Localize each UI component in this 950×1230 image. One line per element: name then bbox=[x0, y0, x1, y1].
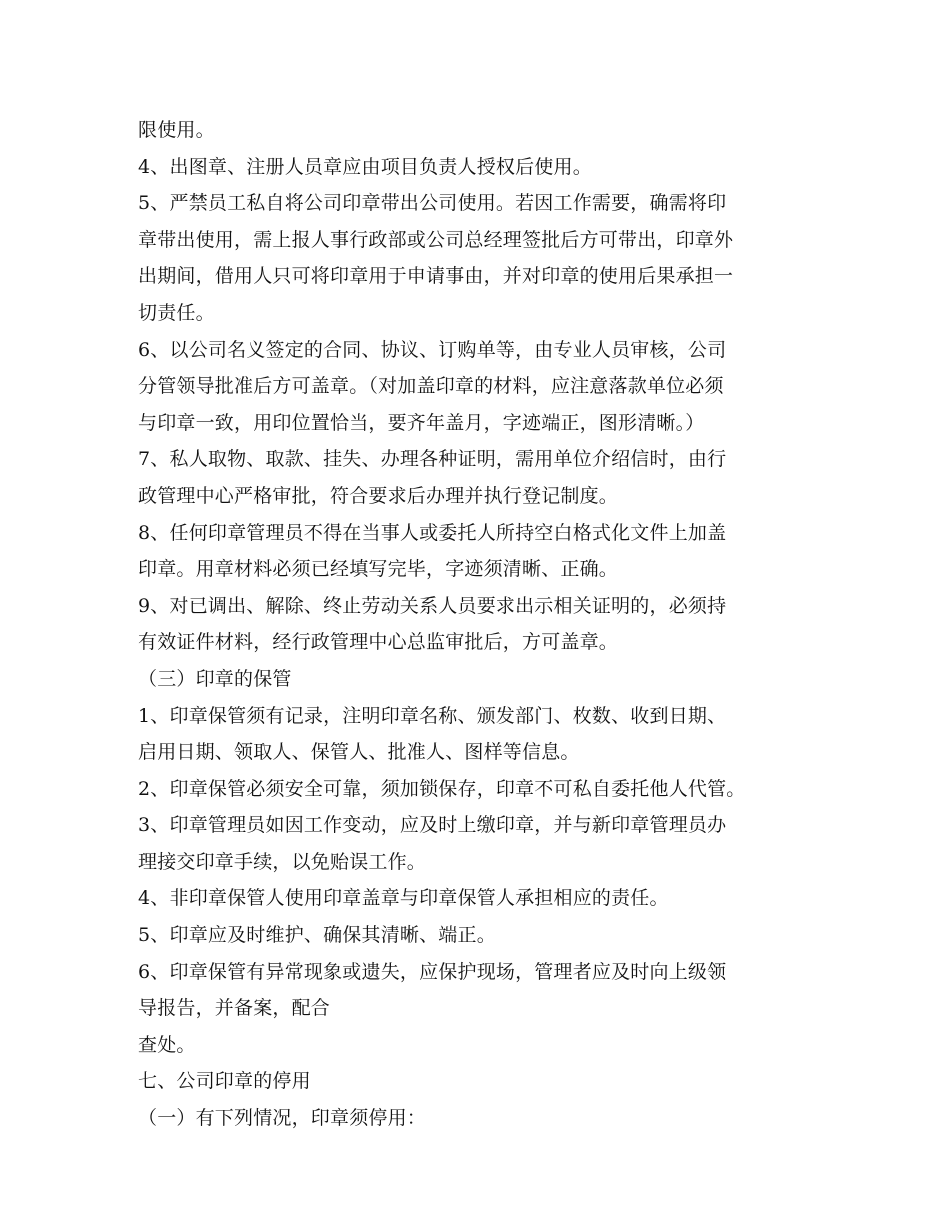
text-line: 限使用。 bbox=[138, 119, 215, 141]
text-line: 印章。用章材料必须已经填写完毕，字迹须清晰、正确。 bbox=[138, 558, 619, 581]
text-line: 有效证件材料，经行政管理中心总监审批后，方可盖章。 bbox=[138, 631, 619, 654]
section-heading: （三）印章的保管 bbox=[138, 667, 292, 690]
text-line: 查处。 bbox=[138, 1033, 196, 1056]
text-line: 4、出图章、注册人员章应由项目负责人授权后使用。 bbox=[138, 155, 592, 178]
text-line: 与印章一致，用印位置恰当，要齐年盖月，字迹端正，图形清晰。） bbox=[138, 411, 705, 434]
text-line: 9、对已调出、解除、终止劳动关系人员要求出示相关证明的，必须持 bbox=[138, 594, 727, 617]
text-line: 切责任。 bbox=[138, 301, 215, 324]
text-line: 2、印章保管必须安全可靠，须加锁保存，印章不可私自委托他人代管。 bbox=[138, 777, 746, 800]
text-line: 导报告，并备案，配合 bbox=[138, 997, 331, 1020]
text-line: 启用日期、领取人、保管人、批准人、图样等信息。 bbox=[138, 741, 580, 764]
text-line: 8、任何印章管理员不得在当事人或委托人所持空白格式化文件上加盖 bbox=[138, 521, 727, 544]
text-line: 章带出使用，需上报人事行政部或公司总经理签批后方可带出，印章外 bbox=[138, 228, 734, 251]
text-line: 6、以公司名义签定的合同、协议、订购单等，由专业人员审核，公司 bbox=[138, 338, 727, 361]
text-line: 1、印章保管须有记录，注明印章名称、颁发部门、枚数、收到日期、 bbox=[138, 704, 727, 727]
text-line: 7、私人取物、取款、挂失、办理各种证明，需用单位介绍信时，由行 bbox=[138, 448, 727, 471]
text-line: 5、印章应及时维护、确保其清晰、端正。 bbox=[138, 924, 496, 947]
text-line: 理接交印章手续，以免贻误工作。 bbox=[138, 850, 427, 873]
text-line: 出期间，借用人只可将印章用于申请事由，并对印章的使用后果承担一 bbox=[138, 265, 734, 288]
section-heading: （一）有下列情况，印章须停用： bbox=[138, 1107, 427, 1130]
text-line: 3、印章管理员如因工作变动，应及时上缴印章，并与新印章管理员办 bbox=[138, 814, 727, 837]
document-body bbox=[138, 112, 838, 1137]
text-line: 4、非印章保管人使用印章盖章与印章保管人承担相应的责任。 bbox=[138, 887, 669, 910]
text-line: 6、印章保管有异常现象或遗失，应保护现场，管理者应及时向上级领 bbox=[138, 960, 727, 983]
text-line: 5、严禁员工私自将公司印章带出公司使用。若因工作需要，确需将印 bbox=[138, 192, 727, 215]
text-line: 分管领导批准后方可盖章。（对加盖印章的材料，应注意落款单位必须 bbox=[138, 375, 724, 398]
chapter-heading: 七、公司印章的停用 bbox=[138, 1070, 311, 1093]
text-line: 政管理中心严格审批，符合要求后办理并执行登记制度。 bbox=[138, 484, 619, 507]
